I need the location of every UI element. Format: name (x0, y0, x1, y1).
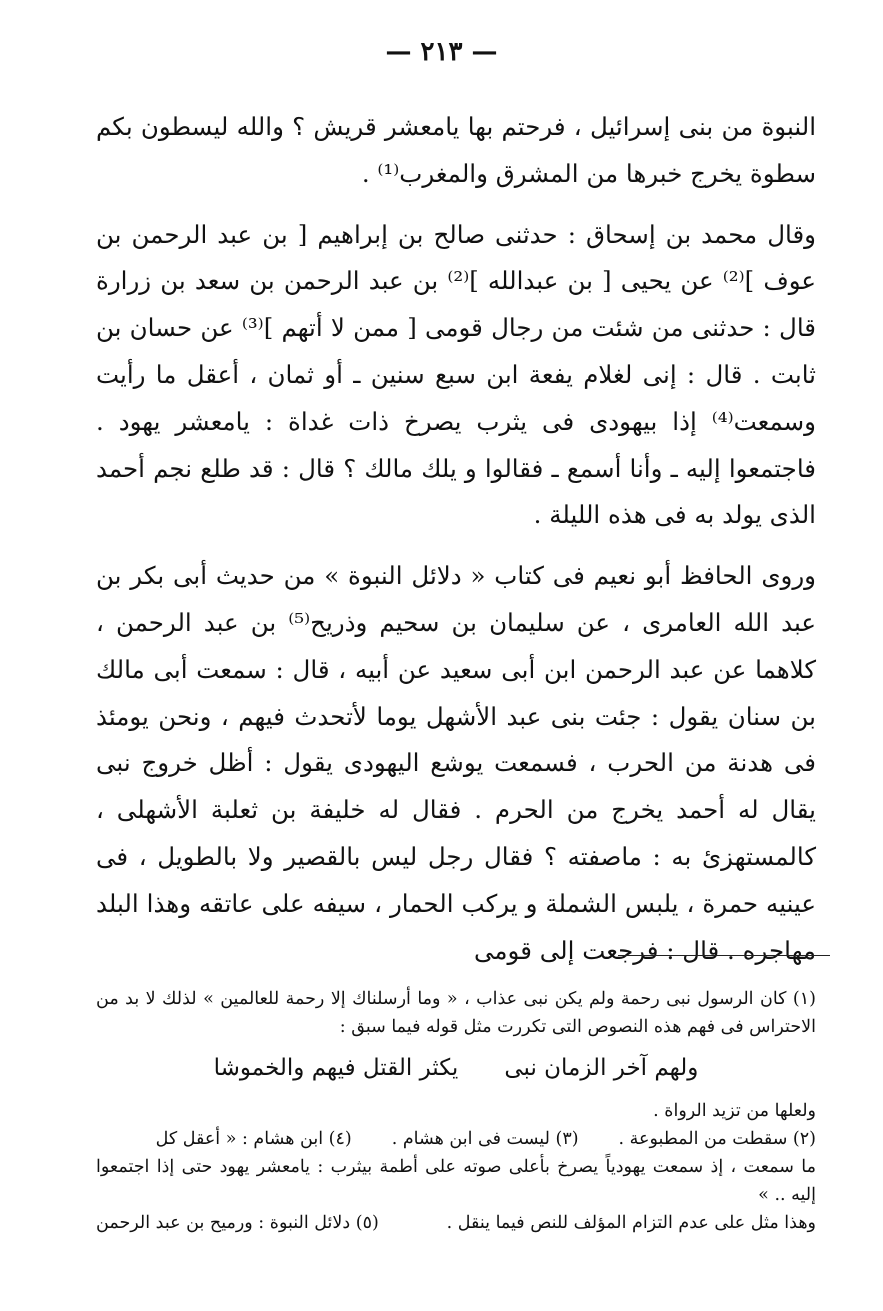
footnote-row-2-4 (96, 1125, 816, 1153)
verse-first-hemistich: ولهم آخر الزمان نبى (504, 1055, 699, 1081)
footnote-4: (٤) ابن هشام : « أعقل كل (155, 1129, 352, 1149)
footnote-4-end: وهذا مثل على عدم التزام المؤلف للنص فيما ينقل . (446, 1213, 816, 1233)
page-number: — ٢١٣ — (385, 37, 498, 67)
footnote-2: (٢) سقطت من المطبوعة . (618, 1129, 816, 1149)
footnotes (96, 985, 816, 1237)
footnote-3: (٣) ليست فى ابن هشام . (391, 1129, 579, 1149)
poetry-verse (96, 1045, 816, 1091)
footnote-4-continued: ما سمعت ، إذ سمعت يهودياً يصرخ بأعلى صوته على أطمة بيثرب : يامعشر يهود حتى إذا اجتمعوا إليه .. » (96, 1157, 816, 1205)
verse-second-hemistich: يكثر القتل فيهم والخموشا (213, 1055, 459, 1081)
paragraph-1: النبوة من بنى إسرائيل ، فرحتم بها يامعشر قريش ؟ والله ليسطون بكم سطوة يخرج خبرها من المشرق والمغرب⁽¹⁾ . (96, 112, 816, 188)
footnote-5: (٥) دلائل النبوة : ورميح بن عبد الرحمن (96, 1213, 379, 1233)
footnote-row-last (96, 1209, 816, 1237)
paragraph-3: وروى الحافظ أبو نعيم فى كتاب « دلائل النبوة » من حديث أبى بكر بن عبد الله العامرى ، عن سليمان بن سحيم وذريح⁽⁵⁾ بن عبد الرحمن ، كلاهما عن عبد الرحمن ابن أبى سعيد عن أبيه ، قال : سمعت أبى مالك بن سنان يقول : جئت بنى عبد الأشهل يوما لأتحدث فيهم ، ونحن يومئذ فى هدنة من الحرب ، فسمعت يوشع اليهودى يقول : أظل خروج نبى يقال له أحمد يخرج من الحرم . فقال له خليفة بن ثعلبة الأشهلى ، كالمستهزئ به : ماصفته ؟ فقال رجل ليس بالقصير ولا بالطويل ، فى عينيه حمرة ، يلبس الشملة و يركب الحمار ، سيفه على عاتقه وهذا البلد مهاجره . قال : فرجعت إلى قومى (96, 561, 816, 965)
footnote-1: (١) كان الرسول نبى رحمة ولم يكن نبى عذاب ، « وما أرسلناك إلا رحمة للعالمين » لذلك لا بد من الاحتراس فى فهم هذه النصوص التى تكررت مثل قوله فيما سبق : (96, 989, 816, 1037)
main-text (96, 104, 816, 974)
footnote-divider (618, 955, 830, 956)
footnote-1-tail: ولعلها من تزيد الرواة . (653, 1101, 816, 1121)
paragraph-2: وقال محمد بن إسحاق : حدثنى صالح بن إبراهيم [ بن عبد الرحمن بن عوف ]⁽²⁾ عن يحيى [ بن عبدالله ]⁽²⁾ بن عبد الرحمن بن سعد بن زرارة قال : حدثنى من شئت من رجال قومى [ ممن لا أتهم ]⁽³⁾ عن حسان بن ثابت . قال : إنى لغلام يفعة ابن سبع سنين ـ أو ثمان ، أعقل ما رأيت وسمعت⁽⁴⁾ إذا بيهودى فى يثرب يصرخ ذات غداة : يامعشر يهود . فاجتمعوا إليه ـ وأنا أسمع ـ فقالوا و يلك مالك ؟ قال : قد طلع نجم أحمد الذى يولد به فى هذه الليلة . (96, 219, 816, 530)
